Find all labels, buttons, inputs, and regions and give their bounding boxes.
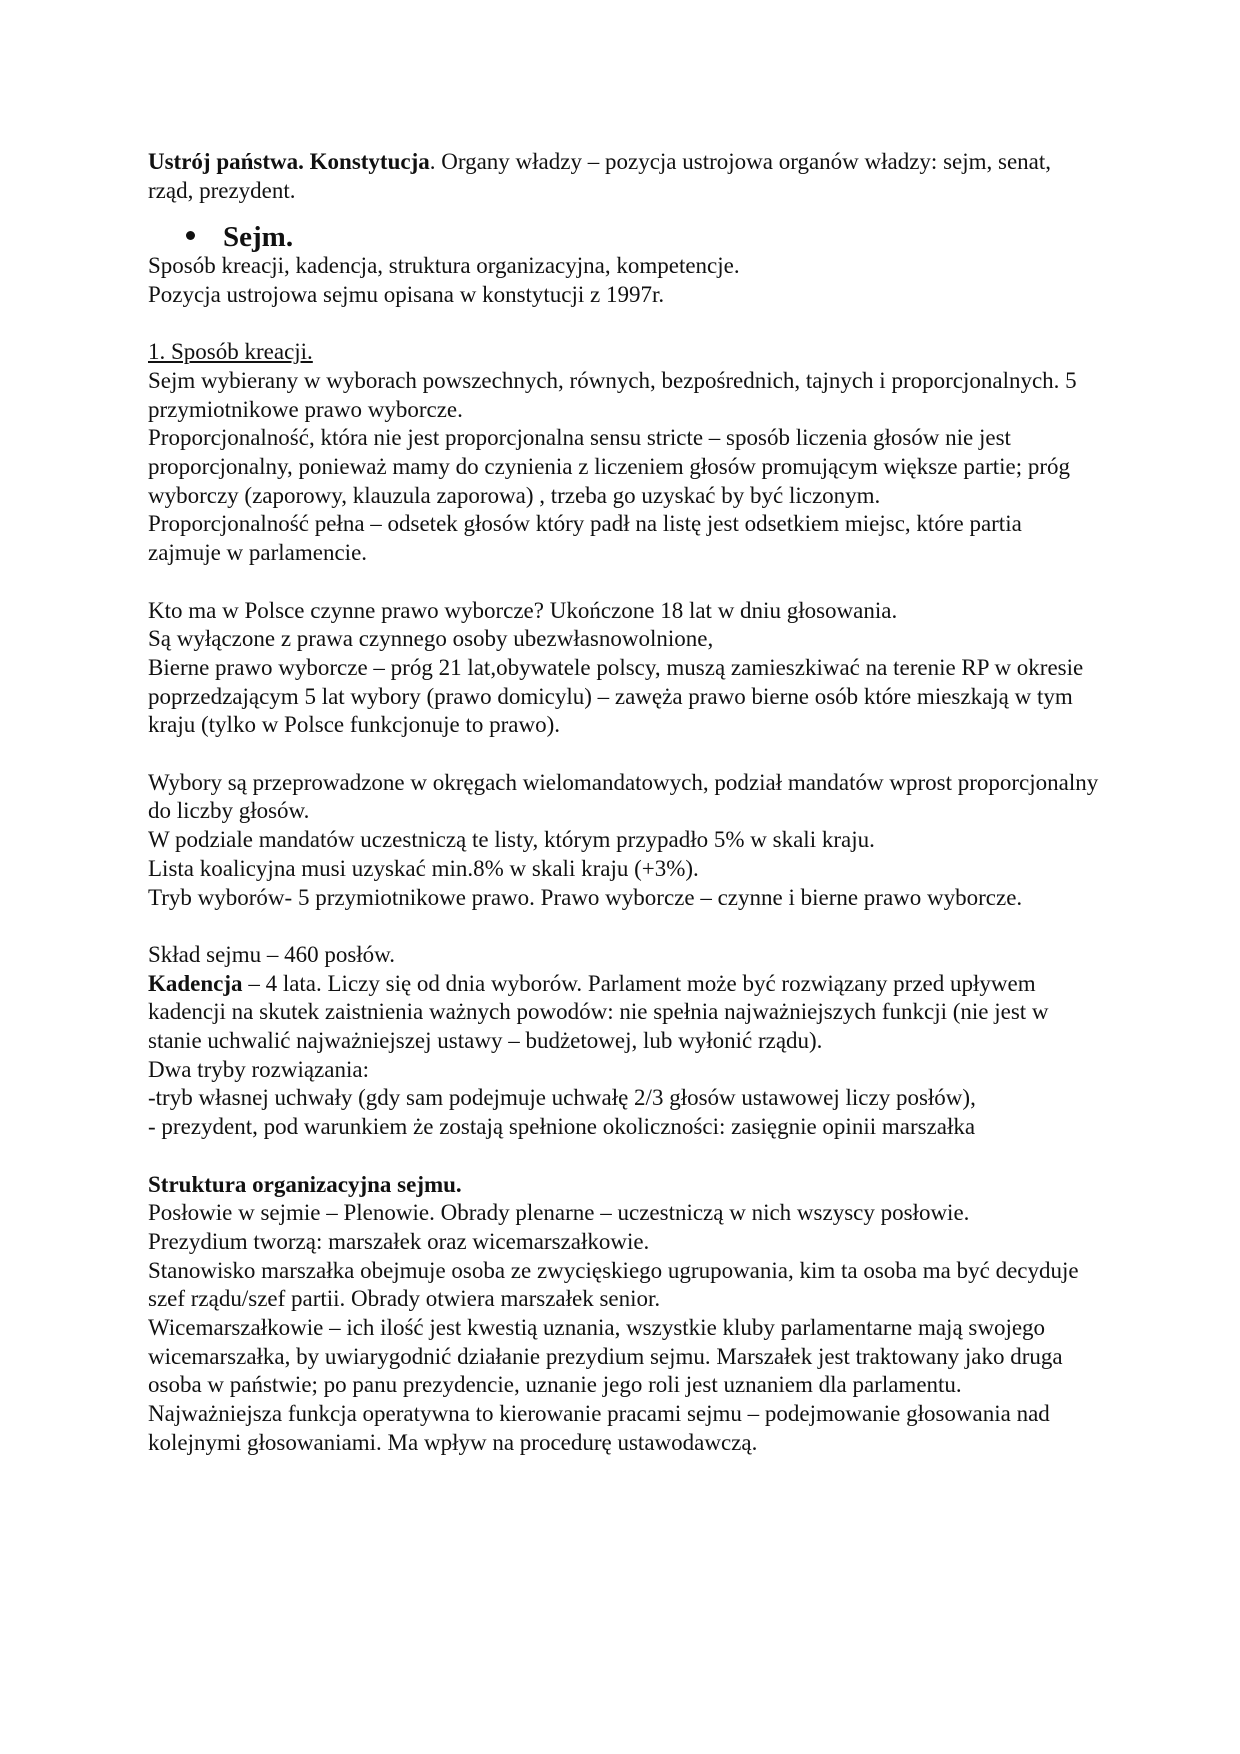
prawo-paragraph: Są wyłączone z prawa czynnego osoby ubezwłasnowolnione,	[148, 626, 714, 652]
sklad-line: -tryb własnej uchwały (gdy sam podejmuje uchwałę 2/3 głosów ustawowej liczy posłów),	[148, 1085, 976, 1111]
struktura-paragraph: Stanowisko marszałka obejmuje osoba ze zwycięskiego ugrupowania, kim ta osoba ma być decyduje szef rządu/szef partii. Obrady otwiera marszałek senior.	[148, 1257, 1079, 1312]
prawo-paragraph: Bierne prawo wyborcze – próg 21 lat,obywatele polscy, muszą zamieszkiwać na terenie RP w okresie poprzedzającym 5 lat wybory (prawo domicylu) – zawęża prawo bierne osób które mieszkają w tym kraju (tylko w Polsce funkcjonuje to prawo).	[148, 654, 1084, 738]
subheading-sposob-kreacji	[148, 338, 1100, 367]
struktura-paragraph: Najważniejsza funkcja operatywna to kierowanie pracami sejmu – podejmowanie głosowania nad kolejnymi głosowaniami. Ma wpływ na procedurę ustawodawczą.	[148, 1401, 1050, 1455]
wybory-paragraph: Lista koalicyjna musi uzyskać min.8% w skali kraju (+3%).	[148, 855, 699, 881]
intro-title: Ustrój państwa. Konstytucja	[148, 149, 430, 174]
prawo-paragraph: Kto ma w Polsce czynne prawo wyborcze? Ukończone 18 lat w dniu głosowania.	[148, 597, 898, 623]
section-heading-sejm: Sejm.	[223, 221, 294, 254]
kreacja-paragraph: Proporcjonalność pełna – odsetek głosów który padł na listę jest odsetkiem miejsc, które partia zajmuje w parlamencie.	[148, 511, 1022, 566]
intro-paragraph	[148, 148, 1100, 205]
sklad-line: Skład sejmu – 460 posłów.	[148, 941, 396, 967]
subheading-text: 1. Sposób kreacji.	[148, 339, 313, 365]
sklad-line: - prezydent, pod warunkiem że zostają spełnione okoliczności: zasięgnie opinii marszałka	[148, 1114, 976, 1140]
struktura-heading	[148, 1171, 1100, 1200]
wybory-paragraph: Wybory są przeprowadzone w okręgach wielomandatowych, podział mandatów wprost proporcjonalny do liczby głosów.	[148, 769, 1099, 824]
kadencja-text: – 4 lata. Liczy się od dnia wyborów. Parlament może być rozwiązany przed upływem kadencji na skutek zaistnienia ważnych powodów: nie spełnia najważniejszych funkcji (nie jest w stanie uchwalić najważniejszej ustawy – budżetowej, lub wyłonić rządu).	[148, 970, 1049, 1054]
struktura-heading-text: Struktura organizacyjna sejmu.	[148, 1171, 462, 1197]
kadencja-paragraph	[148, 970, 1100, 1056]
wybory-paragraph: W podziale mandatów uczestniczą te listy, którym przypadło 5% w skali kraju.	[148, 827, 875, 853]
section-heading-row	[186, 223, 1100, 252]
kreacja-paragraph: Sejm wybierany w wyborach powszechnych, równych, bezpośrednich, tajnych i proporcjonalnych. 5 przymiotnikowe prawo wyborcze.	[148, 367, 1077, 422]
overview-line: Pozycja ustrojowa sejmu opisana w konstytucji z 1997r.	[148, 281, 665, 307]
intro-text: . Organy władzy – pozycja ustrojowa organów władzy: sejm, senat, rząd, prezydent.	[148, 149, 1052, 203]
wybory-paragraph: Tryb wyborów- 5 przymiotnikowe prawo. Prawo wyborcze – czynne i bierne prawo wyborcze.	[148, 884, 1023, 910]
struktura-paragraph: Prezydium tworzą: marszałek oraz wicemarszałkowie.	[148, 1228, 650, 1254]
document-body	[148, 148, 1100, 1458]
overview-line: Sposób kreacji, kadencja, struktura organizacyjna, kompetencje.	[148, 253, 740, 279]
sklad-line: Dwa tryby rozwiązania:	[148, 1056, 369, 1082]
struktura-paragraph: Posłowie w sejmie – Plenowie. Obrady plenarne – uczestniczą w nich wszyscy posłowie.	[148, 1200, 970, 1226]
bullet-icon	[186, 231, 195, 240]
kadencja-term: Kadencja	[148, 970, 243, 996]
struktura-paragraph: Wicemarszałkowie – ich ilość jest kwestią uznania, wszystkie kluby parlamentarne mają swojego wicemarszałka, by uwiarygodnić działanie prezydium sejmu. Marszałek jest traktowany jako druga osoba w państwie; po panu prezydencie, uznanie jego roli jest uznaniem dla parlamentu.	[148, 1315, 1063, 1398]
kreacja-paragraph: Proporcjonalność, która nie jest proporcjonalna sensu stricte – sposób liczenia głosów nie jest proporcjonalny, ponieważ mamy do czynienia z liczeniem głosów promującym większe partie; próg wyborczy (zaporowy, klauzula zaporowa) , trzeba go uzyskać by być liczonym.	[148, 425, 1071, 508]
